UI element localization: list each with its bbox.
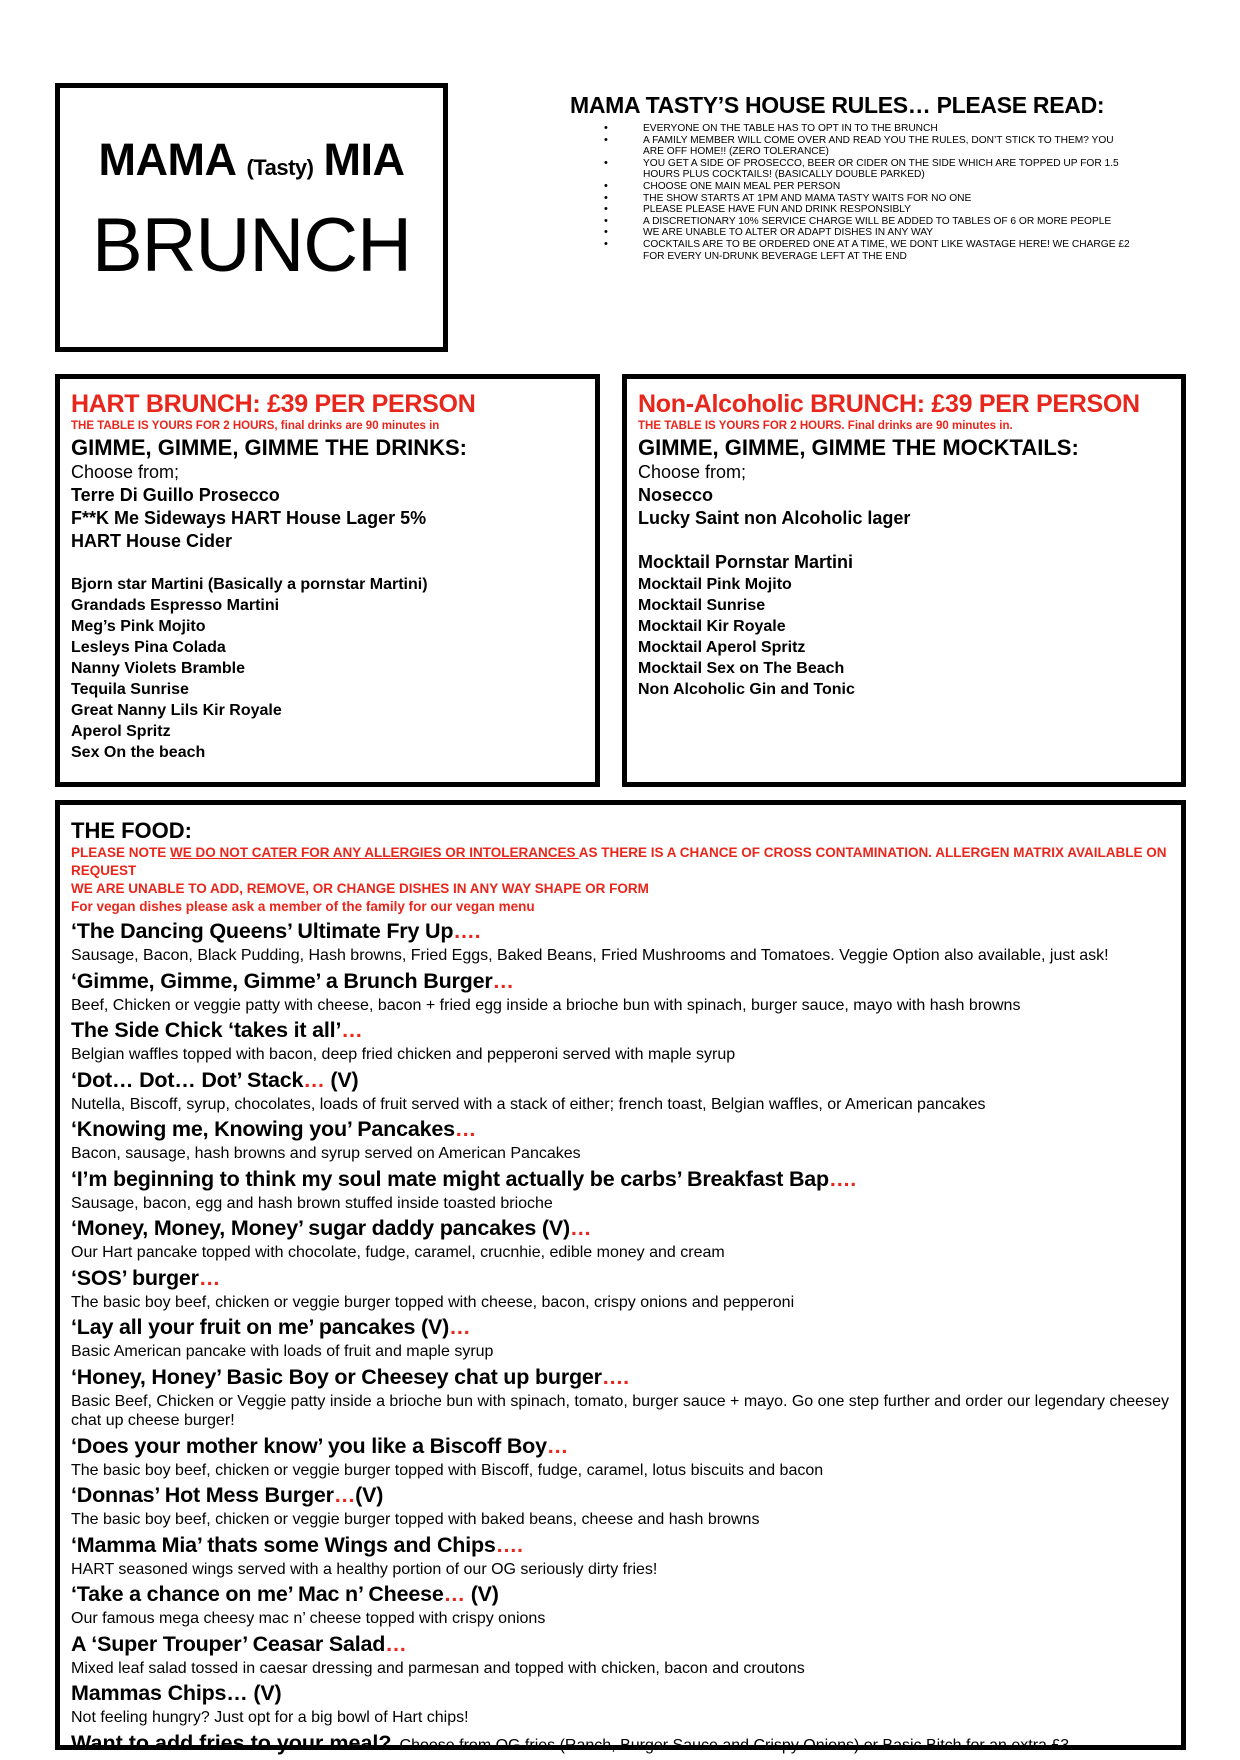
dish-description: The basic boy beef, chicken or veggie burger topped with cheese, bacon, crispy onions and pepperoni	[71, 1293, 795, 1311]
dish-item	[71, 917, 1170, 966]
food-box	[55, 800, 1186, 1755]
hart-brunch-subtitle: THE TABLE IS YOURS FOR 2 HOURS, final drinks are 90 minutes in	[71, 420, 440, 432]
house-rules-list	[570, 123, 1130, 262]
add-fries-line	[71, 1729, 1170, 1760]
dish-ellipsis: …	[443, 1582, 465, 1606]
hart-drinks-heading: GIMME, GIMME, GIMME THE DRINKS:	[71, 435, 467, 460]
house-rule-item: • PLEASE PLEASE HAVE FUN AND DRINK RESPONSIBLY	[570, 204, 1130, 216]
add-fries-question: Want to add fries to your meal?	[71, 1730, 392, 1755]
hart-brunch-box	[55, 374, 600, 787]
dish-list	[71, 917, 1170, 1728]
dish-name-line	[71, 1066, 1170, 1095]
cocktail-item: Lesleys Pina Colada	[71, 639, 226, 656]
dish-description: The basic boy beef, chicken or veggie burger topped with baked beans, cheese and hash browns	[71, 1511, 760, 1528]
dish-name-line	[71, 1481, 1170, 1510]
na-brunch-subtitle: THE TABLE IS YOURS FOR 2 HOURS. Final drinks are 90 minutes in.	[638, 420, 1013, 432]
dish-name-line	[71, 1580, 1170, 1609]
dish-ellipsis: …	[333, 1483, 356, 1507]
hart-brunch-title: HART BRUNCH: £39 PER PERSON	[71, 390, 476, 418]
dish-name-line	[71, 1016, 1170, 1045]
dish-name-line	[71, 917, 1170, 946]
dish-item	[71, 1165, 1170, 1214]
dish-name-line	[71, 1531, 1170, 1560]
dish-vegetarian-tag: (V)	[355, 1483, 384, 1507]
drink-item: Nosecco	[638, 485, 714, 505]
dish-description: Basic American pancake with loads of fruit and maple syrup	[71, 1343, 494, 1360]
cocktail-item: Meg’s Pink Mojito	[71, 618, 206, 635]
dish-name-line	[71, 1679, 1170, 1708]
dish-item	[71, 1066, 1170, 1115]
title-word-mama: MAMA	[98, 134, 237, 185]
dish-vegetarian-tag: (V)	[464, 1582, 499, 1606]
dish-description: Not feeling hungry? Just opt for a big bowl of Hart chips!	[71, 1709, 469, 1726]
na-mocktails	[638, 551, 1170, 700]
dish-ellipsis: …	[492, 968, 514, 993]
title-mama-mia	[60, 134, 443, 186]
food-title: THE FOOD:	[71, 818, 192, 843]
dish-item	[71, 1531, 1170, 1580]
cocktail-item: Tequila Sunrise	[71, 681, 189, 698]
dish-name: ‘Honey, Honey’ Basic Boy or Cheesey chat up burger	[71, 1364, 602, 1389]
dish-item	[71, 1679, 1170, 1728]
na-choose-from: Choose from;	[638, 462, 747, 482]
dish-description: Belgian waffles topped with bacon, deep fried chicken and pepperoni served with maple syrup	[71, 1046, 736, 1063]
dish-name-line	[71, 1165, 1170, 1194]
dish-ellipsis: …	[454, 1117, 477, 1141]
house-rule-item: • YOU GET A SIDE OF PROSECCO, BEER OR CIDER ON THE SIDE WHICH ARE TOPPED UP FOR 1.5 HOURS PLUS COCKTAILS! (BASICALLY DOUBLE PARKED)	[570, 158, 1130, 181]
mocktail-item: Mocktail Kir Royale	[638, 618, 786, 635]
house-rule-item: • A FAMILY MEMBER WILL COME OVER AND READ YOU THE RULES, DON’T STICK TO THEM? YOU ARE OFF HOME!! (ZERO TOLERANCE)	[570, 135, 1130, 158]
allergy-notice-prefix: PLEASE NOTE	[71, 845, 171, 860]
dish-ellipsis: …	[341, 1018, 363, 1042]
allergy-notice-underlined: WE DO NOT CATER FOR ANY ALLERGIES OR INTOLERANCES	[170, 845, 579, 860]
dish-ellipsis: ….	[601, 1364, 629, 1389]
dish-description: Our Hart pancake topped with chocolate, fudge, caramel, crucnhie, edible money and cream	[71, 1244, 725, 1261]
dish-name: ‘Gimme, Gimme, Gimme’ a Brunch Burger	[71, 968, 493, 993]
dish-name: ‘Mamma Mia’ thats some Wings and Chips	[71, 1532, 496, 1557]
allergy-notice-rest: AS THERE IS A CHANCE OF CROSS CONTAMINATION. ALLERGEN MATRIX AVAILABLE ON REQUEST	[71, 845, 1167, 878]
dish-item	[71, 1264, 1170, 1313]
house-rules	[570, 92, 1130, 262]
cocktail-item: Aperol Spritz	[71, 723, 171, 740]
dish-name: ‘Money, Money, Money’ sugar daddy pancakes (V)	[71, 1216, 570, 1240]
dish-name: Mammas Chips… (V)	[71, 1681, 282, 1705]
dish-description: Beef, Chicken or veggie patty with cheese, bacon + fried egg inside a brioche bun with spinach, burger sauce, mayo with hash browns	[71, 996, 1021, 1014]
dish-item	[71, 967, 1170, 1016]
mocktail-item: Mocktail Sunrise	[638, 597, 766, 614]
dish-description: HART seasoned wings served with a healthy portion of our OG seriously dirty fries!	[71, 1560, 658, 1578]
house-rule-item: • THE SHOW STARTS AT 1PM AND MAMA TASTY WAITS FOR NO ONE	[570, 193, 1130, 205]
dish-ellipsis: …	[569, 1216, 592, 1240]
dish-ellipsis: …	[385, 1631, 407, 1656]
dish-ellipsis: …	[449, 1315, 471, 1339]
hart-main-drinks	[71, 484, 584, 553]
dish-name-line	[71, 1630, 1170, 1659]
dish-ellipsis: …	[198, 1265, 221, 1290]
dish-item	[71, 1580, 1170, 1629]
drink-item: Lucky Saint non Alcoholic lager	[638, 508, 911, 528]
dish-description: Basic Beef, Chicken or Veggie patty inside a brioche bun with spinach, tomato, burger sauce + mayo. Go one step further and order our legendary cheesey chat up cheese burger!	[71, 1392, 1169, 1429]
house-rule-item: • A DISCRETIONARY 10% SERVICE CHARGE WILL BE ADDED TO TABLES OF 6 OR MORE PEOPLE	[570, 216, 1130, 228]
dish-description: Our famous mega cheesy mac n’ cheese topped with crispy onions	[71, 1610, 546, 1627]
dish-description: Nutella, Biscoff, syrup, chocolates, loads of fruit served with a stack of either; french toast, Belgian waffles, or American pancakes	[71, 1095, 986, 1113]
add-fries-description: Choose from OG fries (Ranch, Burger Sauce and Crispy Onions) or Basic Bitch for an extra £3	[399, 1736, 1070, 1754]
dish-description: Bacon, sausage, hash browns and syrup served on American Pancakes	[71, 1145, 581, 1162]
non-alcoholic-brunch-box	[622, 374, 1186, 787]
house-rule-item: • COCKTAILS ARE TO BE ORDERED ONE AT A TIME, WE DONT LIKE WASTAGE HERE! WE CHARGE £2 FOR EVERY UN-DRUNK BEVERAGE LEFT AT THE END	[570, 239, 1130, 262]
dish-item	[71, 1214, 1170, 1263]
dish-name-line	[71, 967, 1170, 996]
dish-name: ‘I’m beginning to think my soul mate might actually be carbs’ Breakfast Bap	[71, 1166, 829, 1191]
drink-item: HART House Cider	[71, 531, 233, 551]
title-word-mia: MIA	[323, 134, 405, 185]
drink-item: F**K Me Sideways HART House Lager 5%	[71, 508, 427, 528]
title-brunch: BRUNCH	[91, 203, 412, 288]
dish-ellipsis: ….	[828, 1166, 857, 1191]
dish-item	[71, 1016, 1170, 1065]
dish-item	[71, 1432, 1170, 1481]
dish-name: ‘Lay all your fruit on me’ pancakes (V)	[71, 1315, 450, 1339]
dish-name: ‘Dot… Dot… Dot’ Stack	[71, 1067, 304, 1092]
dish-name-line	[71, 1363, 1170, 1392]
mocktail-item: Mocktail Sex on The Beach	[638, 660, 845, 677]
dish-ellipsis: ….	[495, 1532, 523, 1557]
house-rules-heading: MAMA TASTY’S HOUSE RULES… PLEASE READ:	[570, 92, 1105, 118]
dish-item	[71, 1630, 1170, 1679]
mocktail-item: Mocktail Pink Mojito	[638, 576, 792, 593]
mocktail-item: Mocktail Pornstar Martini	[638, 552, 854, 572]
na-mocktails-heading: GIMME, GIMME, GIMME THE MOCKTAILS:	[638, 435, 1079, 460]
hart-choose-from: Choose from;	[71, 462, 180, 482]
house-rule-item: • WE ARE UNABLE TO ALTER OR ADAPT DISHES IN ANY WAY	[570, 227, 1130, 239]
dish-vegetarian-tag: (V)	[324, 1067, 359, 1092]
allergy-notice	[71, 844, 1170, 880]
dish-ellipsis: …	[546, 1433, 569, 1458]
title-box	[55, 83, 448, 352]
dish-name: ‘The Dancing Queens’ Ultimate Fry Up	[71, 919, 454, 943]
dish-name: ‘Take a chance on me’ Mac n’ Cheese	[71, 1582, 444, 1606]
dish-name: The Side Chick ‘takes it all’	[71, 1018, 342, 1042]
drink-item: Terre Di Guillo Prosecco	[71, 485, 280, 505]
na-brunch-title: Non-Alcoholic BRUNCH: £39 PER PERSON	[638, 390, 1140, 418]
cocktail-item: Bjorn star Martini (Basically a pornstar Martini)	[71, 576, 428, 593]
cocktail-item: Great Nanny Lils Kir Royale	[71, 702, 282, 719]
dish-item	[71, 1115, 1170, 1164]
dish-description: Sausage, bacon, egg and hash brown stuffed inside toasted brioche	[71, 1194, 553, 1212]
na-main-drinks	[638, 484, 1170, 530]
dish-name-line	[71, 1432, 1170, 1461]
dish-description: Sausage, Bacon, Black Pudding, Hash browns, Fried Eggs, Baked Beans, Fried Mushrooms and Tomatoes. Veggie Option also available, just ask!	[71, 947, 1109, 964]
dish-name: ‘SOS’ burger	[71, 1265, 199, 1290]
vegan-notice: For vegan dishes please ask a member of the family for our vegan menu	[71, 899, 535, 914]
dish-item	[71, 1363, 1170, 1431]
cocktail-item: Sex On the beach	[71, 744, 206, 761]
no-changes-notice: WE ARE UNABLE TO ADD, REMOVE, OR CHANGE DISHES IN ANY WAY SHAPE OR FORM	[71, 881, 649, 896]
dish-ellipsis: ….	[453, 919, 481, 943]
dish-item	[71, 1313, 1170, 1362]
dish-name-line	[71, 1313, 1170, 1342]
dish-name: A ‘Super Trouper’ Ceasar Salad	[71, 1631, 386, 1656]
dish-name-line	[71, 1214, 1170, 1243]
dish-ellipsis: …	[303, 1067, 325, 1092]
house-rule-item: • CHOOSE ONE MAIN MEAL PER PERSON	[570, 181, 1130, 193]
hart-cocktails	[71, 574, 584, 763]
dish-name: ‘Knowing me, Knowing you’ Pancakes	[71, 1117, 455, 1141]
mocktail-item: Non Alcoholic Gin and Tonic	[638, 681, 855, 698]
dish-description: The basic boy beef, chicken or veggie burger topped with Biscoff, fudge, caramel, lotus biscuits and bacon	[71, 1461, 824, 1479]
mocktail-item: Mocktail Aperol Spritz	[638, 639, 806, 656]
house-rule-item: • EVERYONE ON THE TABLE HAS TO OPT IN TO THE BRUNCH	[570, 123, 1130, 135]
dish-name-line	[71, 1264, 1170, 1293]
dish-name: ‘Donnas’ Hot Mess Burger	[71, 1483, 334, 1507]
dish-item	[71, 1481, 1170, 1530]
dish-description: Mixed leaf salad tossed in caesar dressing and parmesan and topped with chicken, bacon and croutons	[71, 1659, 805, 1677]
cocktail-item: Grandads Espresso Martini	[71, 597, 280, 614]
dish-name-line	[71, 1115, 1170, 1144]
dish-name: ‘Does your mother know’ you like a Biscoff Boy	[71, 1433, 547, 1458]
title-tasty: (Tasty)	[246, 155, 314, 180]
cocktail-item: Nanny Violets Bramble	[71, 660, 245, 677]
